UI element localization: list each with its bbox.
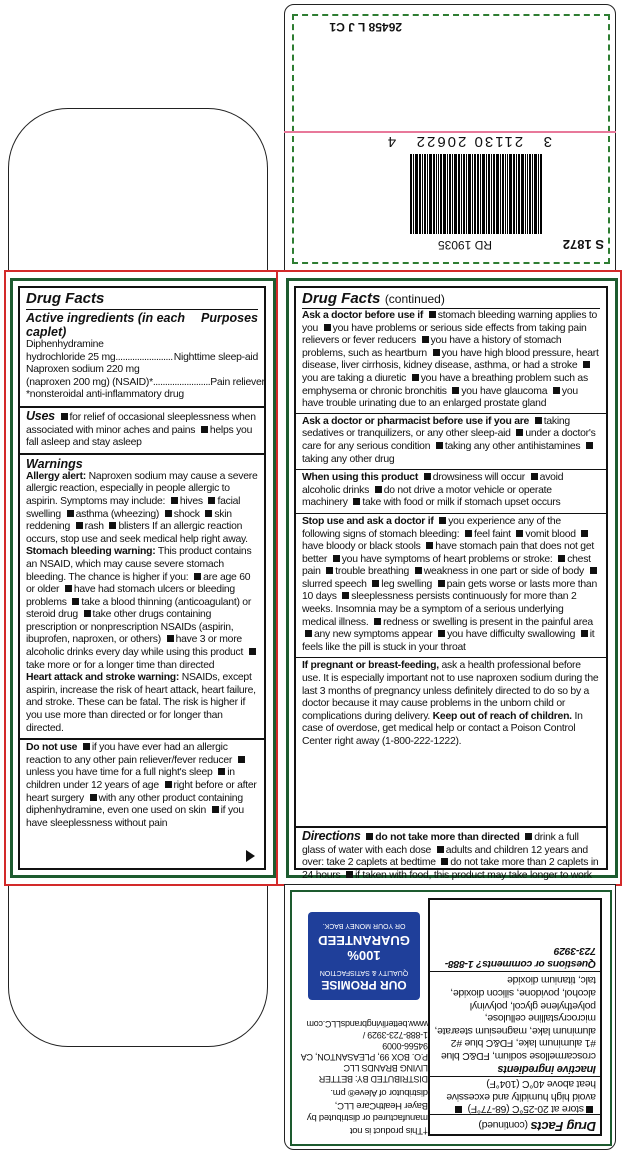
uses-section: Uses for relief of occasional sleeplessness when associated with minor aches and pains helps you fall asleep and stay asleep [20,407,264,454]
pregnancy-section: If pregnant or breast-feeding, ask a health professional before use. It is especially important not to use naproxen sodium during the last 3 months of pregnancy unless definitely directed to do so by a doctor because it may cause problems in the unborn child or complications during delivery. Keep out of reach of children. In case of overdose, get medical help or contact a Poison Control Center right away (1-800-222-1222). [302,660,599,747]
panel-divider [276,270,278,884]
lot-code: 26458 L J C1 [329,20,402,34]
active-line: (naproxen 200 mg) (NSAID)*........................ Pain reliever [26,376,265,388]
active-line: hydrochloride 25 mg........................ Nighttime sleep-aid [26,351,258,363]
active-ingredients-section [20,288,264,407]
do-not-use-section: Do not use if you have ever had an allergic reaction to any other pain reliever/fever reducer unless you have time for a full night's sleep in children under 12 years of age right before or after heart surgery with any other product containing diphenhydramine, even one used on skin if you have sleeplessness without pain [20,739,264,833]
when-using-section: When using this product drowsiness will occur avoid alcoholic drinks do not drive a motor vehicle or operate machinery take with food or milk if stomach upset occurs [296,470,606,514]
warnings-header: Warnings [26,456,83,471]
ask-doctor-label: Ask a doctor before use if [302,310,424,321]
directions-header: Directions [302,829,361,843]
item-code: S 1872 [562,237,604,252]
bottom-flap-content [294,894,606,1140]
questions-line: Questions or comments? 1-888-723-3929 [430,942,600,972]
directions-box: Directions do not take more than directed drink a full glass of water with each dose adults and children 12 years and over: take 2 caplets at bedtime do not take more than 2 caplets in 24 hours if taken with food, this product may take longer to work [294,826,608,870]
drug-facts-title: Drug Facts [26,290,105,307]
active-header-row [26,309,258,339]
active-line: Diphenhydramine [26,339,104,350]
allergy-alert: Allergy alert: Naproxen sodium may cause a severe allergic reaction, especially in people allergic to aspirin. Symptoms may include: hives facial swelling asthma (wheezing) shock skin reddening rash blisters If an allergic reaction occurs, stop use and seek medical help right away. [26,470,258,545]
bottom-drug-facts: Drug Facts (continued) store at 20-25°C (68-77°F) avoid high humidity and excessive heat above 40°C (104°F) Inactive ingredients croscarmellose sodium, FD&C blue #1 aluminum lake, FD&C blue #2 aluminum lake, magnesium stearate, microcrystalline cellulose, polyethylene glycol, polyvinyl alcohol, povidone, silicon dioxide, talc, titanium dioxide Questions or comments? 1-888-723-3929 [428,898,602,1136]
ask-pharmacist-section: Ask a doctor or pharmacist before use if you are taking sedatives or tranquilizers, or any other sleep-aid under a doctor's care for any serious condition taking any other antihistamines taking any other drug [296,414,606,470]
stomach-bleeding-warning: Stomach bleeding warning: This product contains an NSAID, which may cause severe stomach bleeding. The chance is higher if you: are age 60 or older have had stomach ulcers or bleeding problems take a blood thinning (anticoagulant) or steroid drug take other drugs containing prescription or nonprescription NSAIDs (aspirin, ibuprofen, naproxen, or others) have 3 or more alcoholic drinks every day while using this product take more or for a longer time than directed [26,546,258,672]
promise-badge: OUR PROMISE QUALITY & SATISFACTION 100% GUARANTEED OR YOUR MONEY BACK. [308,912,420,1000]
bullet-icon [61,413,68,420]
left-top-flap-outline [8,108,268,271]
bullet-icon [201,426,208,433]
warnings-section [20,454,264,739]
disclaimer: †This product is not manufactured or distributed by Bayer HealthCare LLC, distributor of Aleve® pm. [307,1087,428,1136]
barcode-number: 3 21130 20622 4 [385,133,552,150]
distributor-info: DISTRIBUTED BY: BETTER LIVING BRANDS LLC P.O. BOX 99, PLEASANTON, CA 94566-0009 1-888-723-3929 / www.betterlivingbrandsLLC.com [301,1019,428,1084]
active-line: *nonsteroidal anti-inflammatory drug [26,389,184,401]
left-drug-facts [18,286,266,870]
rd-code: RD 19035 [437,238,492,252]
heart-attack-warning: Heart attack and stroke warning: NSAIDs, except aspirin, increase the risk of heart attack, heart failure, and stroke. These can be fatal. The risk is higher if you use more than directed or for longer than directed. [26,672,256,734]
center-drug-facts [294,286,608,828]
do-not-use-label: Do not use [26,742,78,754]
uses-header: Uses [26,408,55,423]
active-line: Naproxen sodium 220 mg [26,364,140,376]
left-bottom-flap-outline [8,884,268,1047]
ask-doctor-section: Drug Facts (continued) Ask a doctor before use if stomach bleeding warning applies to you you have problems or serious side effects from taking pain relievers or fever reducers you have a history of stomach problems, such as heartburn you have high blood pressure, heart disease, liver cirrhosis, kidney disease, asthma, or had a stroke you are taking a diuretic you have a breathing problem such as emphysema or chronic bronchitis you have glaucoma you have trouble urinating due to an enlarged prostate gland [296,288,606,414]
active-header: Active ingredients (in each caplet) [26,311,186,339]
drug-facts-title-continued: Drug Facts [302,290,381,307]
continue-arrow-icon [246,850,255,862]
top-flap-content [296,14,612,254]
stop-use-section: Stop use and ask a doctor if you experience any of the following signs of stomach bleeding: feel faint vomit blood have bloody or black stools have stomach pain that does not get better you have symptoms of heart problems or stroke: chest pain trouble breathing weakness in one part or side of body slurred speech leg swelling pain gets worse or lasts more than 10 days sleeplessness persists continuously for more than 2 weeks. Insomnia may be a symptom of a serious underlying medical illness. redness or swelling is present in the painful area any new symptoms appear you have difficulty swallowing it feels like the pill is stuck in your throat [296,514,606,659]
barcode [409,154,542,234]
purposes-header: Purposes [201,311,258,325]
